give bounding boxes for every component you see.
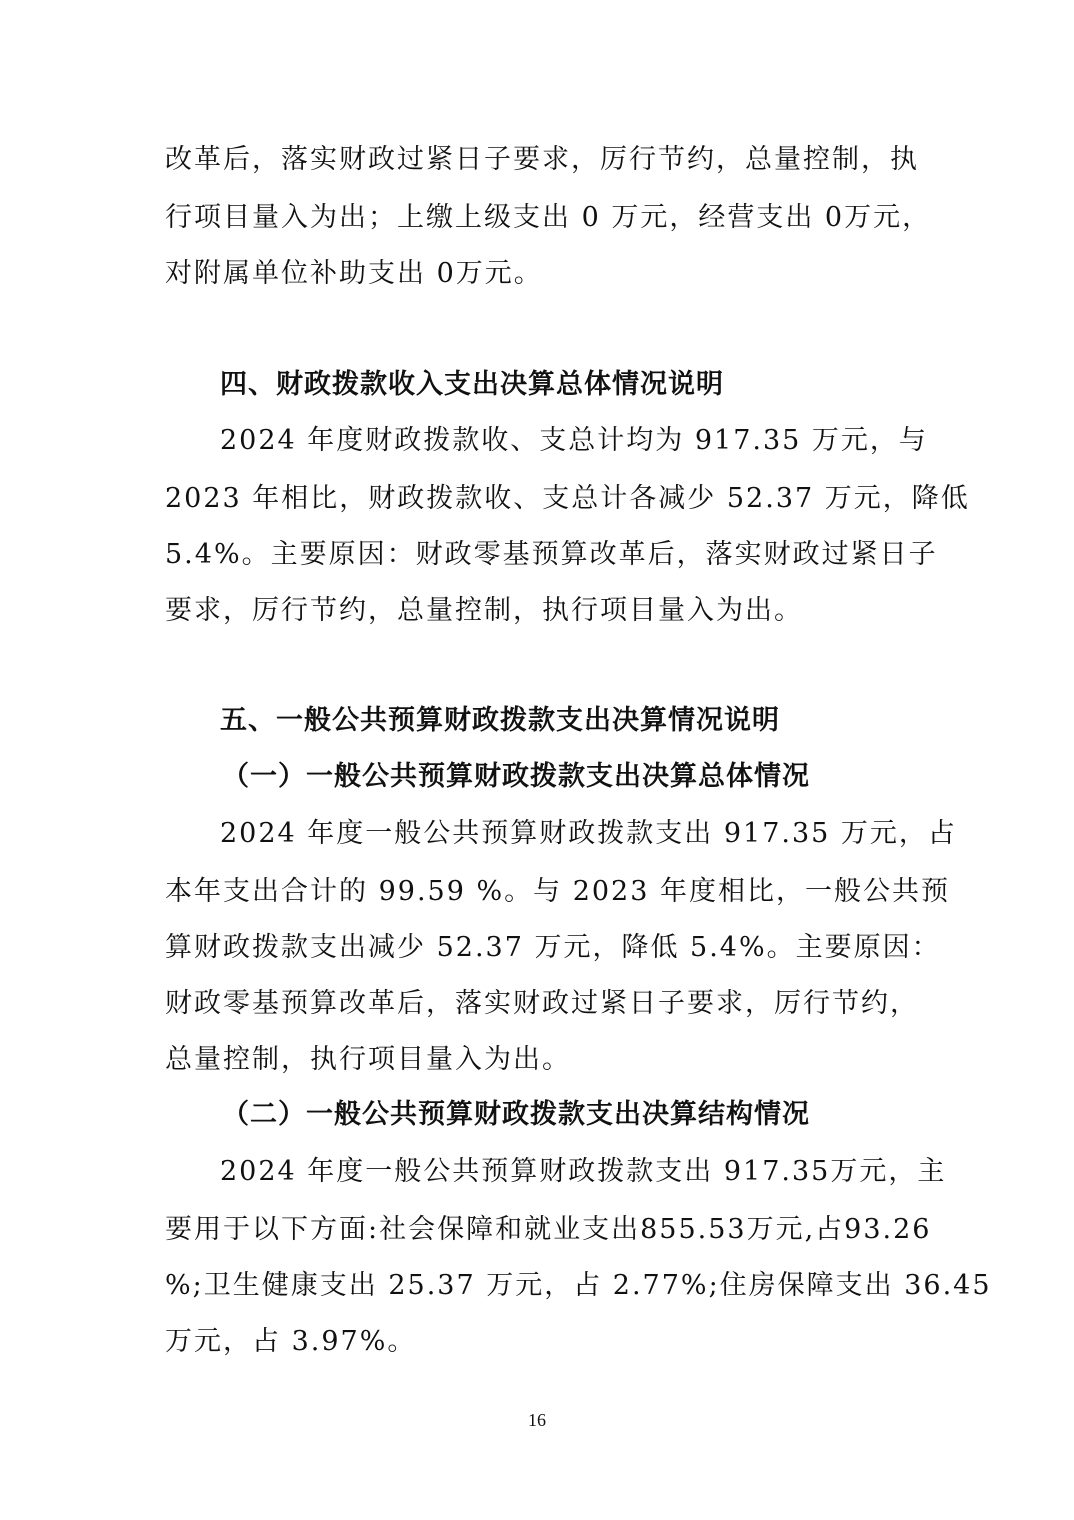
body-text-line: 对附属单位补助支出 0万元。 [165,258,543,289]
body-text-line: 万元，占 3.97%。 [165,1326,417,1357]
body-text-line: 改革后，落实财政过紧日子要求，厉行节约，总量控制，执 [165,144,919,175]
section-heading: 五、一般公共预算财政拨款支出决算情况说明 [220,705,780,736]
body-text-line: 2023 年相比，财政拨款收、支总计各减少 52.37 万元，降低 [165,483,970,514]
subsection-heading: （二）一般公共预算财政拨款支出决算结构情况 [222,1099,810,1130]
body-text-line: 财政零基预算改革后，落实财政过紧日子要求，厉行节约， [165,988,919,1019]
body-text-line: 2024 年度一般公共预算财政拨款支出 917.35 万元，占 [220,818,957,849]
body-text-line: 5.4%。主要原因：财政零基预算改革后，落实财政过紧日子 [165,539,938,570]
body-text-line: 2024 年度财政拨款收、支总计均为 917.35 万元，与 [220,425,928,456]
body-text-line: 算财政拨款支出减少 52.37 万元，降低 5.4%。主要原因： [165,932,941,963]
body-text-line: %;卫生健康支出 25.37 万元，占 2.77%;住房保障支出 36.45 [165,1270,992,1301]
body-text-line: 行项目量入为出；上缴上级支出 0 万元，经营支出 0万元， [165,202,932,233]
section-heading: 四、财政拨款收入支出决算总体情况说明 [220,369,724,400]
body-text-line: 2024 年度一般公共预算财政拨款支出 917.35万元，主 [220,1156,947,1187]
body-text-line: 要用于以下方面:社会保障和就业支出855.53万元,占93.26 [165,1214,932,1245]
body-text-line: 本年支出合计的 99.59 %。与 2023 年度相比，一般公共预 [165,876,950,907]
body-text-line: 要求，厉行节约，总量控制，执行项目量入为出。 [165,595,803,626]
page-number: 16 [528,1410,546,1430]
subsection-heading: （一）一般公共预算财政拨款支出决算总体情况 [222,761,810,792]
body-text-line: 总量控制，执行项目量入为出。 [165,1044,571,1075]
